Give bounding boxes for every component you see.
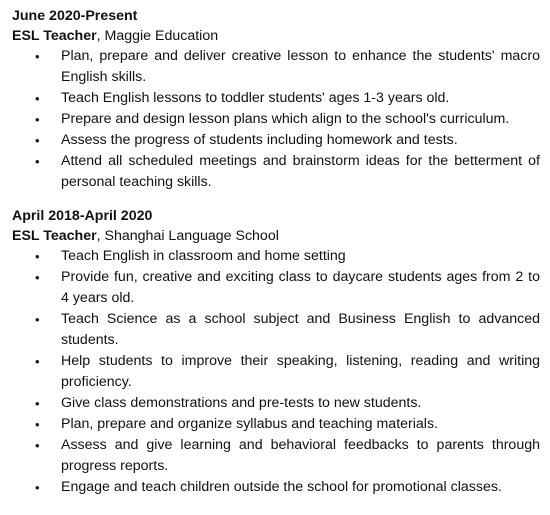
list-item: [12, 109, 540, 130]
job-title: ESL Teacher: [12, 28, 97, 44]
list-item: [12, 46, 540, 88]
list-item: [12, 393, 540, 414]
duty-text: Attend all scheduled meetings and brainstorm ideas for the betterment of personal teaching skills.: [61, 153, 540, 190]
job-dates: June 2020-Present: [12, 8, 138, 24]
list-item: [12, 309, 540, 351]
duty-text: Teach English in classroom and home setting: [61, 248, 346, 264]
duty-list: [12, 246, 540, 498]
bullet-icon: •: [35, 133, 40, 148]
duty-text: Prepare and design lesson plans which align to the school's curriculum.: [61, 111, 510, 127]
job-entry-shanghai: [12, 206, 540, 498]
list-item: [12, 88, 540, 109]
duty-text: Teach English lessons to toddler students' ages 1-3 years old.: [61, 90, 450, 106]
list-item: [12, 435, 540, 477]
bullet-icon: •: [35, 154, 40, 169]
job-title: ESL Teacher: [12, 228, 97, 244]
experience-section: [12, 6, 540, 498]
bullet-icon: •: [35, 312, 40, 327]
bullet-icon: •: [35, 91, 40, 106]
job-employer: , Shanghai Language School: [96, 228, 279, 244]
duty-list: [12, 46, 540, 193]
bullet-icon: •: [35, 49, 40, 64]
list-item: [12, 477, 540, 498]
duty-text: Engage and teach children outside the school for promotional classes.: [61, 479, 502, 495]
list-item: [12, 151, 540, 193]
duty-text: Plan, prepare and deliver creative lesson to enhance the students' macro English skills.: [61, 48, 540, 85]
duty-text: Teach Science as a school subject and Business English to advanced students.: [61, 311, 540, 348]
bullet-icon: •: [35, 270, 40, 285]
list-item: [12, 267, 540, 309]
duty-text: Assess and give learning and behavioral feedbacks to parents through progress reports.: [61, 437, 540, 474]
duty-text: Help students to improve their speaking, listening, reading and writing proficiency.: [61, 353, 540, 390]
duty-text: Provide fun, creative and exciting class to daycare students ages from 2 to 4 years old.: [61, 269, 540, 306]
list-item: [12, 130, 540, 151]
list-item: [12, 246, 540, 267]
list-item: [12, 351, 540, 393]
bullet-icon: •: [35, 480, 40, 495]
bullet-icon: •: [35, 417, 40, 432]
duty-text: Plan, prepare and organize syllabus and teaching materials.: [61, 416, 438, 432]
job-employer: , Maggie Education: [96, 28, 219, 44]
job-dates: April 2018-April 2020: [12, 208, 153, 224]
bullet-icon: •: [35, 438, 40, 453]
list-item: [12, 414, 540, 435]
bullet-icon: •: [35, 249, 40, 264]
duty-text: Assess the progress of students including homework and tests.: [61, 132, 458, 148]
bullet-icon: •: [35, 354, 40, 369]
bullet-icon: •: [35, 112, 40, 127]
job-role: [12, 226, 540, 246]
duty-text: Give class demonstrations and pre-tests to new students.: [61, 395, 422, 411]
job-entry-maggie: [12, 6, 540, 193]
job-role: [12, 26, 540, 46]
bullet-icon: •: [35, 396, 40, 411]
